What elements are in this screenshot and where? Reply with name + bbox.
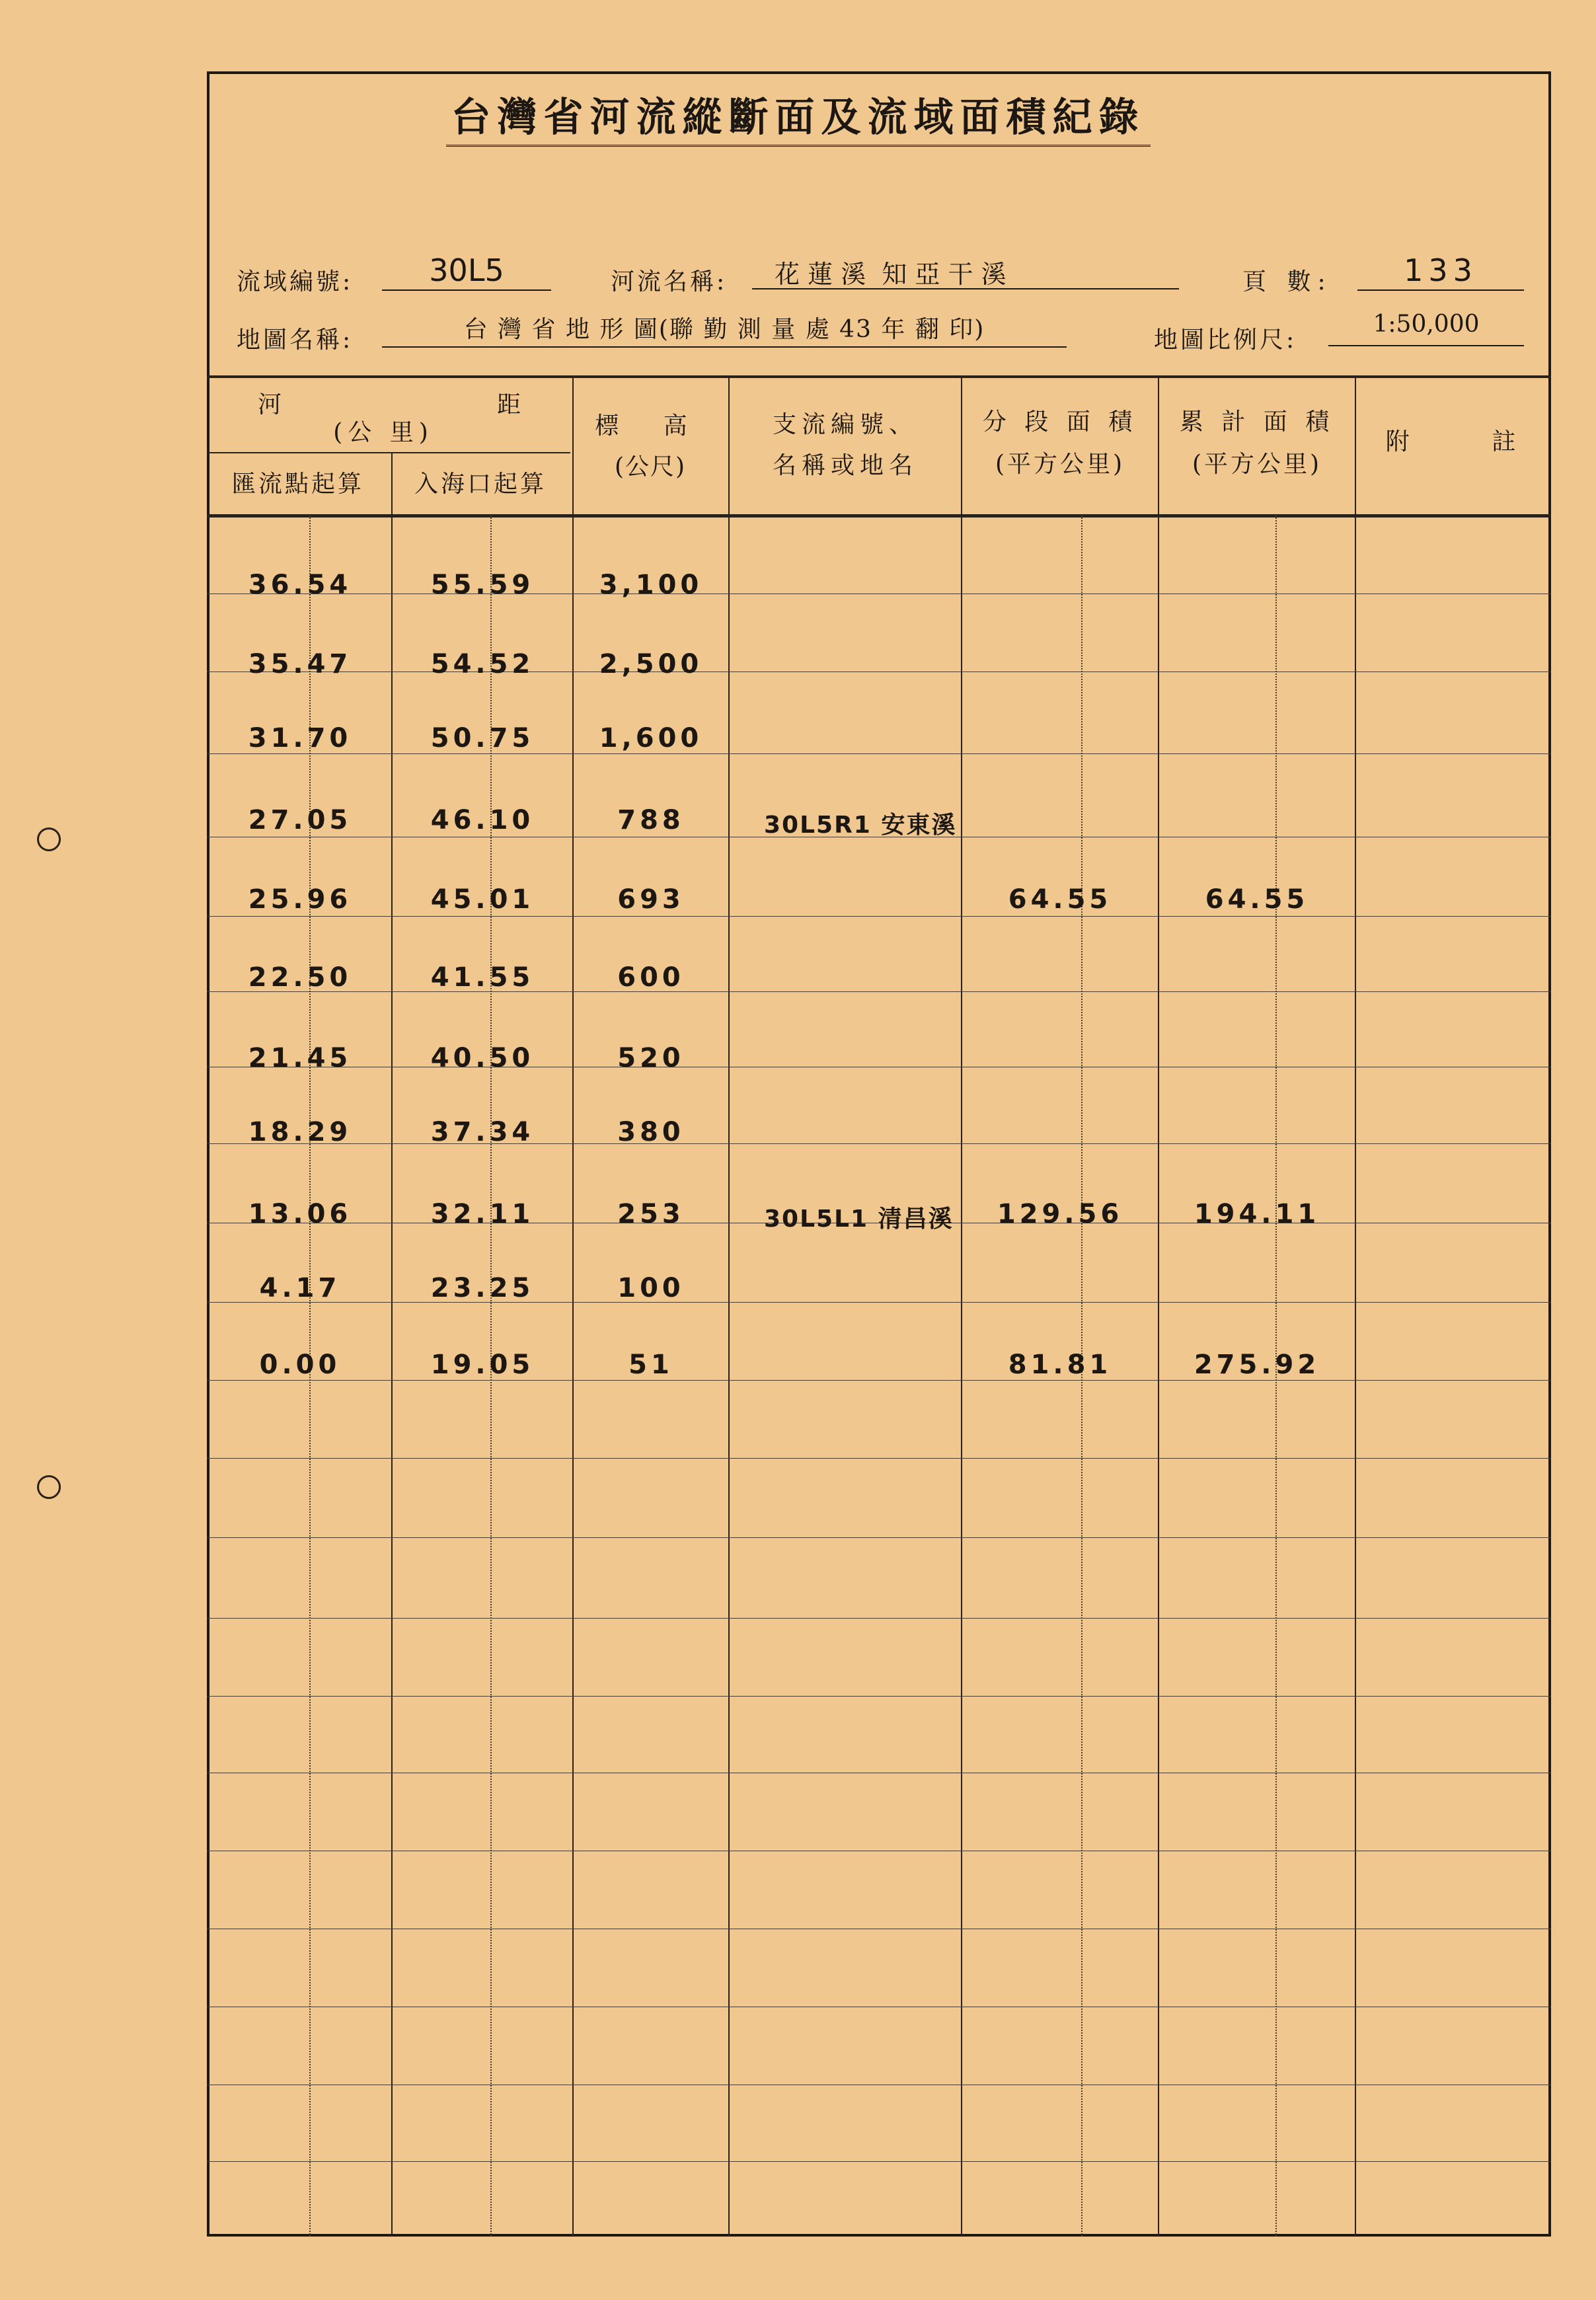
cell-elevation: 520	[617, 1043, 685, 1073]
cell-confluence: 18.29	[248, 1117, 352, 1147]
column-divider	[728, 375, 730, 2237]
column-divider	[961, 375, 962, 2237]
cell-estuary: 41.55	[430, 962, 535, 993]
from-estuary-header: 入海口起算	[414, 471, 547, 498]
cell-confluence: 27.05	[248, 805, 352, 835]
cell-segment: 129.56	[997, 1199, 1123, 1229]
distance-subheader-line	[207, 452, 570, 453]
cell-elevation: 693	[617, 884, 685, 915]
cell-segment: 64.55	[1008, 884, 1112, 915]
cell-elevation: 380	[617, 1117, 685, 1147]
cumulative-area-unit: (平方公里)	[1192, 451, 1322, 478]
cell-segment: 81.81	[1008, 1350, 1112, 1380]
from-confluence-header: 匯流點起算	[231, 471, 364, 498]
remarks-header: 附 註	[1385, 428, 1521, 455]
segment-area-header: 分 段 面 積	[982, 408, 1138, 436]
cell-estuary: 19.05	[430, 1350, 535, 1380]
column-divider	[391, 452, 393, 2237]
header-bottom-line	[207, 514, 1551, 518]
cell-estuary: 46.10	[430, 805, 535, 835]
cell-cumulative: 275.92	[1194, 1350, 1320, 1380]
cell-estuary: 32.11	[430, 1199, 535, 1229]
cell-estuary: 54.52	[430, 649, 535, 679]
distance-header-ju: 距	[497, 391, 527, 418]
map-scale-label: 地圖比例尺:	[1154, 326, 1297, 354]
cell-estuary: 50.75	[430, 723, 535, 753]
cell-tributary: 30L5R1 安東溪	[764, 812, 957, 839]
row-line	[207, 1618, 1551, 1619]
cumulative-area-header: 累 計 面 積	[1179, 408, 1335, 436]
punch-hole-top	[37, 827, 61, 851]
cell-estuary: 23.25	[430, 1273, 535, 1303]
column-divider	[1158, 375, 1159, 2237]
distance-unit: (公 里)	[333, 419, 434, 446]
cell-estuary: 40.50	[430, 1043, 535, 1073]
cell-confluence: 0.00	[259, 1350, 341, 1380]
table-top-line	[207, 375, 1551, 378]
map-name-label: 地圖名稱:	[237, 326, 354, 354]
cell-elevation: 788	[617, 805, 685, 835]
river-name-value: 花 蓮 溪 知 亞 干 溪	[752, 254, 1179, 289]
map-scale-value: 1:50,000	[1328, 311, 1524, 346]
cell-confluence: 25.96	[248, 884, 352, 915]
cell-estuary: 55.59	[430, 570, 535, 600]
cell-estuary: 45.01	[430, 884, 535, 915]
row-line	[207, 1696, 1551, 1697]
row-line	[207, 753, 1551, 754]
cell-tributary: 30L5L1 清昌溪	[764, 1206, 954, 1233]
segment-area-unit: (平方公里)	[995, 451, 1125, 478]
cell-confluence: 31.70	[248, 723, 352, 753]
row-line	[207, 1458, 1551, 1459]
row-line	[207, 1537, 1551, 1538]
column-divider	[1355, 375, 1356, 2237]
cell-elevation: 100	[617, 1273, 685, 1303]
basin-no-label: 流域編號:	[237, 268, 354, 295]
row-line	[207, 1380, 1551, 1381]
cell-confluence: 36.54	[248, 570, 352, 600]
tributary-header: 支流編號、	[772, 411, 918, 438]
cell-cumulative: 194.11	[1194, 1199, 1320, 1229]
cell-elevation: 3,100	[599, 570, 703, 600]
tributary-header-2: 名稱或地名	[772, 452, 918, 479]
basin-no-value: 30L5	[382, 252, 551, 291]
page-value: 133	[1357, 252, 1524, 291]
elevation-header: 標 高	[595, 412, 706, 440]
cell-elevation: 600	[617, 962, 685, 993]
cell-elevation: 1,600	[599, 723, 703, 753]
cell-confluence: 13.06	[248, 1199, 352, 1229]
row-line	[207, 916, 1551, 917]
cell-elevation: 253	[617, 1199, 685, 1229]
cell-elevation: 51	[628, 1350, 673, 1380]
form-frame	[207, 71, 1551, 2237]
cell-confluence: 35.47	[248, 649, 352, 679]
cell-cumulative: 64.55	[1205, 884, 1309, 915]
river-name-label: 河流名稱:	[611, 268, 728, 295]
cell-confluence: 4.17	[259, 1273, 341, 1303]
row-line	[207, 2161, 1551, 2162]
cell-estuary: 37.34	[430, 1117, 535, 1147]
distance-header-he: 河	[258, 391, 287, 418]
cell-confluence: 22.50	[248, 962, 352, 993]
cell-elevation: 2,500	[599, 649, 703, 679]
form-title: 台灣省河流縱斷面及流域面積紀錄	[0, 86, 1596, 143]
map-name-value: 台 灣 省 地 形 圖(聯 勤 測 量 處 43 年 翻 印)	[382, 311, 1067, 348]
cell-confluence: 21.45	[248, 1043, 352, 1073]
elevation-unit: (公尺)	[614, 453, 687, 480]
page-label: 頁 數:	[1242, 268, 1332, 295]
punch-hole-bottom	[37, 1475, 61, 1499]
